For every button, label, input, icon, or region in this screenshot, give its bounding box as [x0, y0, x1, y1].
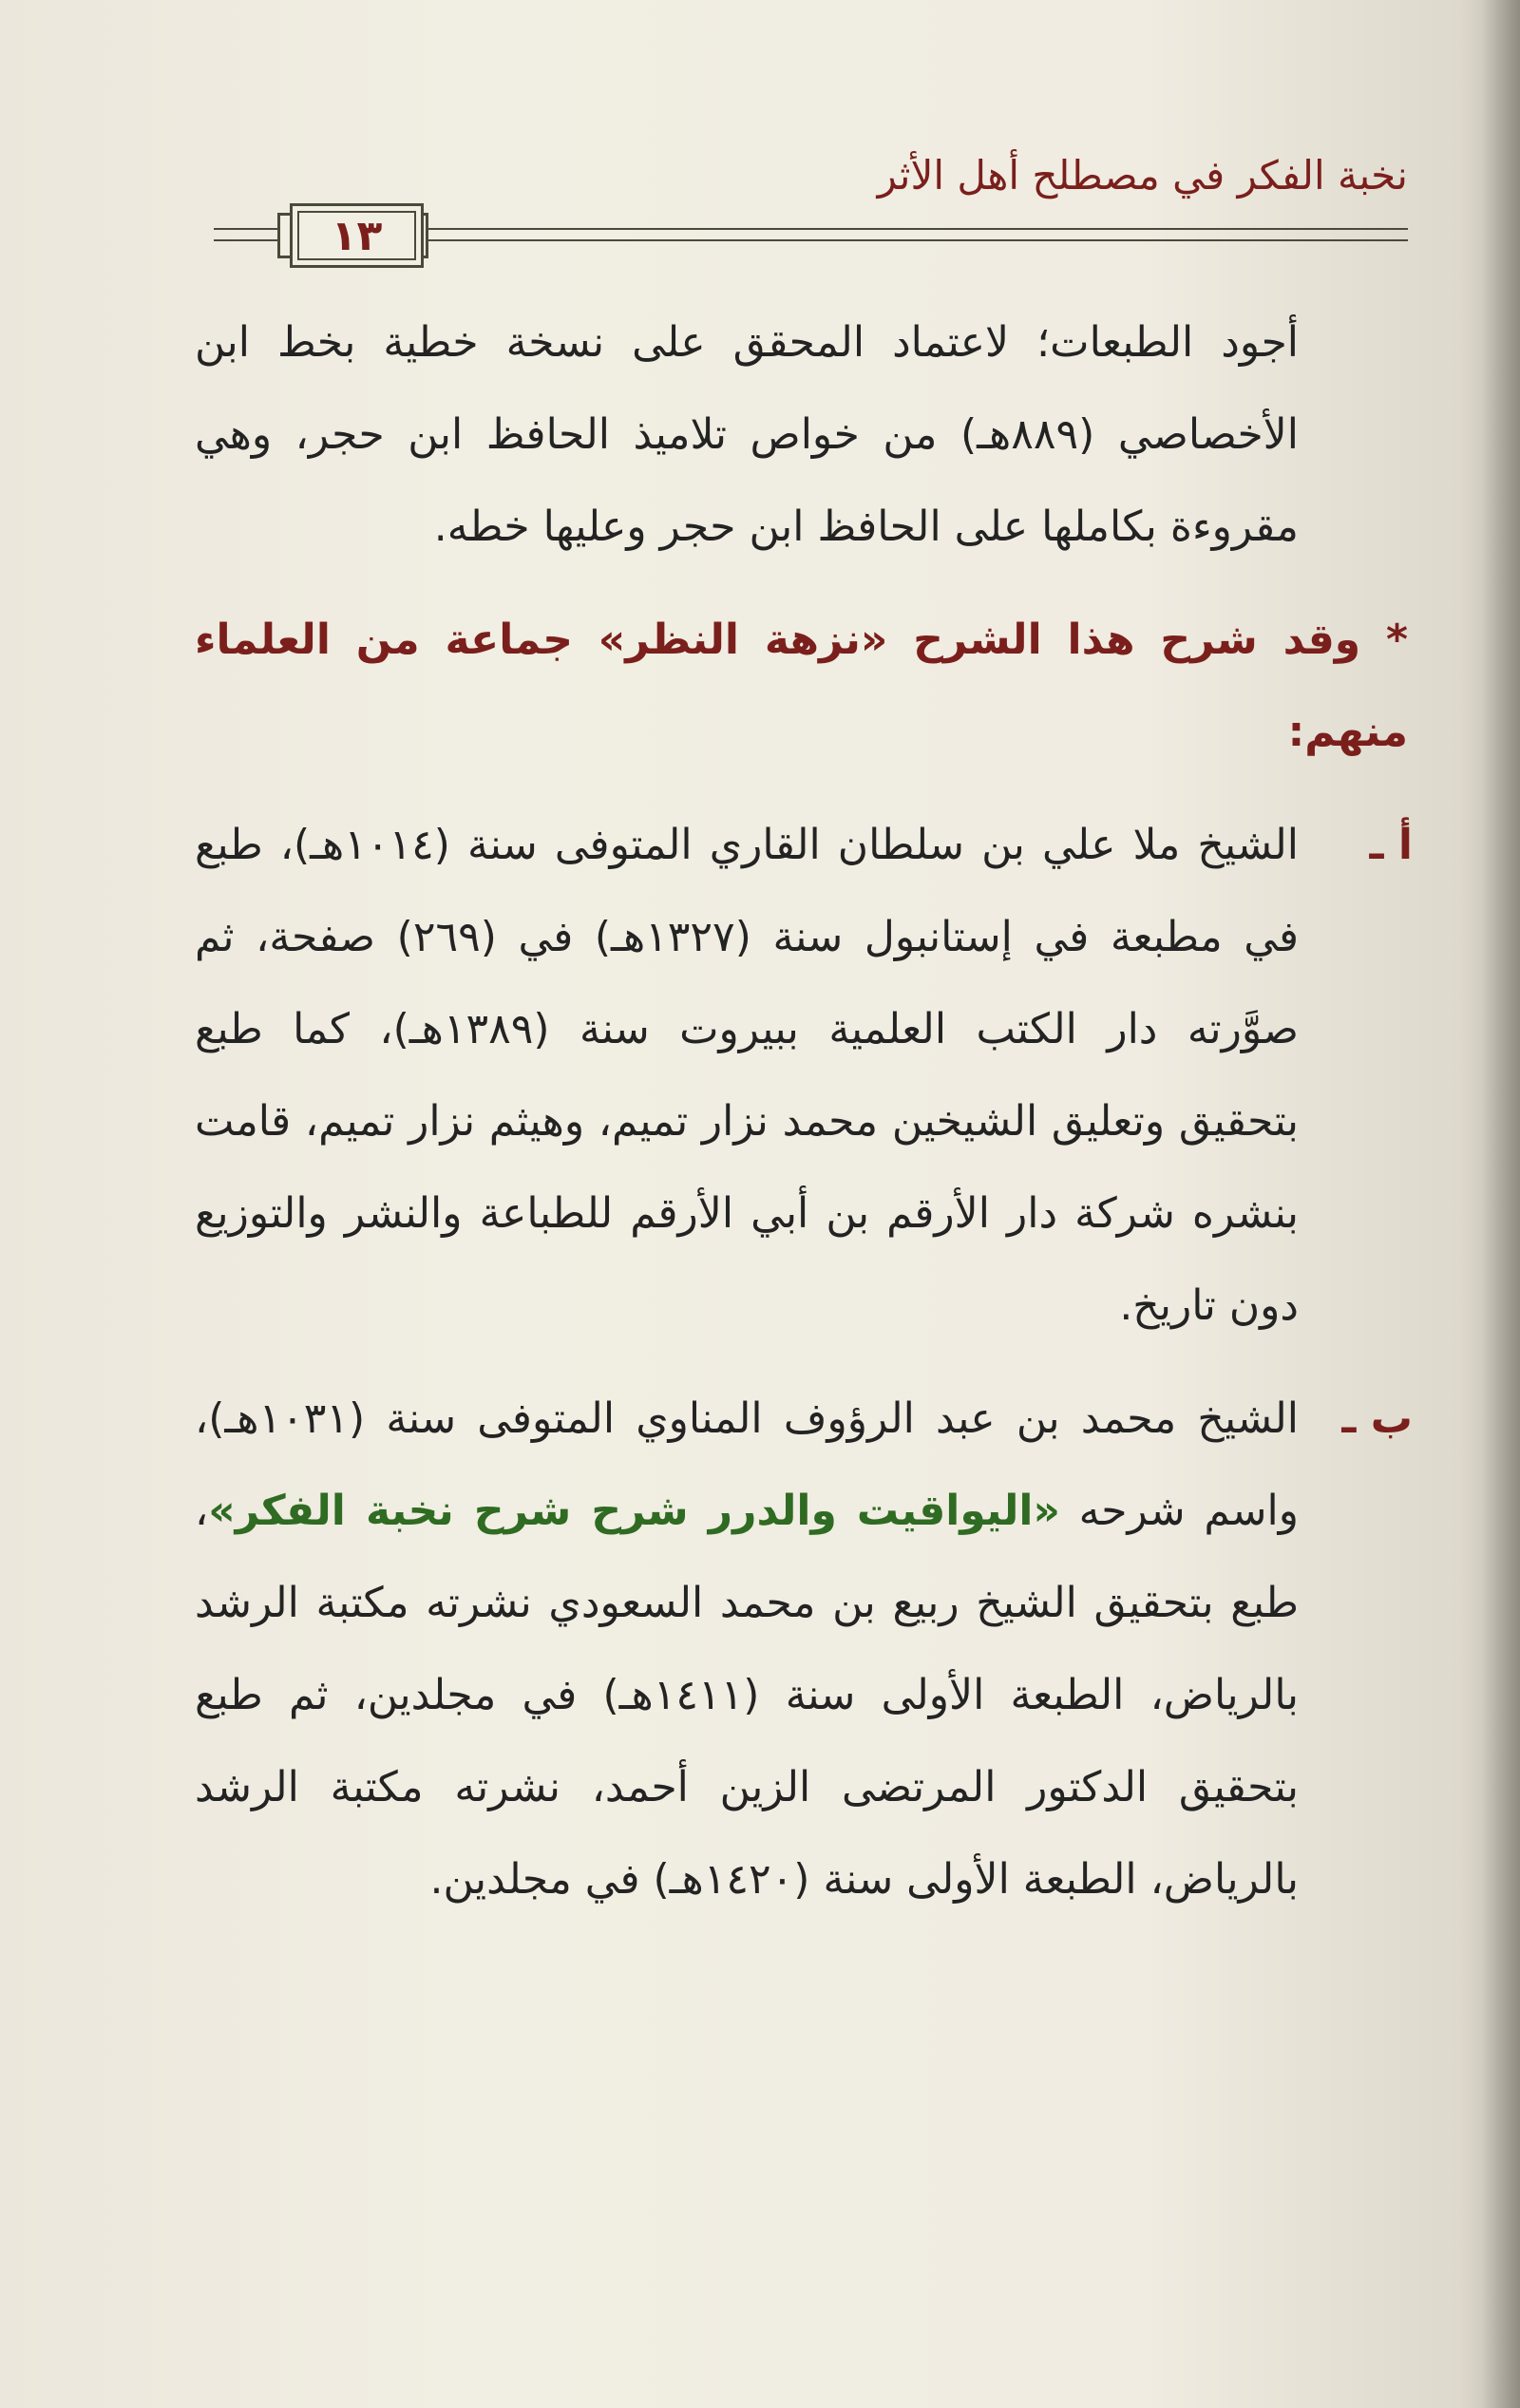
list-item-a-text: الشيخ ملا علي بن سلطان القاري المتوفى سنة (١٠١٤هـ)، طبع في مطبعة في إستانبول سنة (١٣٢٧هـ) في (٢٦٩) صفحة، ثم صوَّرته دار الكتب العلمية ببيروت سنة (١٣٨٩هـ)، كما طبع بتحقيق وتعليق الشيخين محمد نزار تميم، وهيثم نزار تميم، قامت بنشره شركة دار الأرقم بن أبي الأرقم للطباعة والنشر والتوزيع دون تاريخ.	[195, 821, 1300, 1330]
list-item-a	[195, 799, 1413, 1352]
running-header-title: نخبة الفكر في مصطلح أهل الأثر	[877, 152, 1408, 199]
spacer	[195, 573, 1299, 594]
page-number: ١٣	[290, 203, 424, 268]
list-marker-a: أ ـ	[1369, 821, 1413, 869]
list-item-b-text-after: ، طبع بتحقيق الشيخ ربيع بن محمد السعودي نشرته مكتبة الرشد بالرياض، الطبعة الأولى سنة (١٤١١هـ) في مجلدين، ثم طبع بتحقيق الدكتور المرتضى الزين أحمد، نشرته مكتبة الرشد بالرياض، الطبعة الأولى سنة (١٤٢٠هـ) في مجلدين.	[195, 1487, 1299, 1904]
list-item-b-text-before: الشيخ محمد بن عبد الرؤوف المناوي المتوفى سنة (١٠٣١هـ)، واسم شرحه	[195, 1394, 1299, 1535]
note-commentators: * وقد شرح هذا الشرح «نزهة النظر» جماعة من العلماء منهم:	[195, 616, 1408, 756]
page-edge-shadow	[1482, 0, 1520, 2408]
list-item-b	[195, 1373, 1413, 1925]
list-marker-b: ب ـ	[1341, 1394, 1413, 1443]
page-body	[195, 296, 1413, 1925]
book-title: «اليواقيت والدرر شرح شرح نخبة الفكر»	[208, 1487, 1060, 1535]
spacer	[195, 1352, 1299, 1373]
paragraph-editions: أجود الطبعات؛ لاعتماد المحقق على نسخة خطية بخط ابن الأخصاصي (٨٨٩هـ) من خواص تلاميذ الحافظ ابن حجر، وهي مقروءة بكاملها على الحافظ ابن حجر وعليها خطه.	[195, 318, 1299, 551]
spacer	[195, 778, 1299, 799]
